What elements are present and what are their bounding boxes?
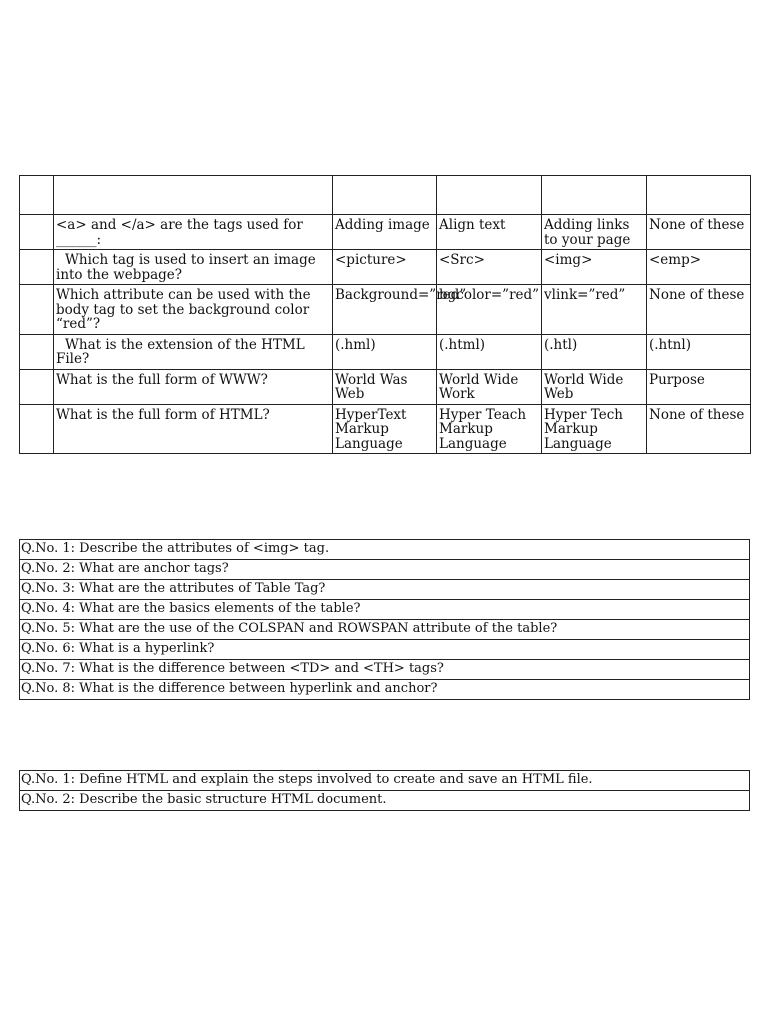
mcq-option-b: <Src> [437, 250, 542, 285]
question-row [20, 680, 750, 700]
mcq-option-a: (.hml) [333, 334, 437, 369]
mcq-row [20, 215, 751, 250]
mcq-question: What is the full form of HTML? [54, 404, 333, 454]
mcq-option-d: None of these [647, 215, 751, 250]
mcq-option-c: <img> [542, 250, 647, 285]
mcq-number-cell [20, 285, 54, 335]
question-row [20, 771, 750, 791]
mcq-option-a: <picture> [333, 250, 437, 285]
mcq-option-b: World Wide Work [437, 369, 542, 404]
mcq-header-cell-option-d [647, 176, 751, 215]
mcq-option-b: Hyper Teach Markup Language [437, 404, 542, 454]
mcq-option-b: bgcolor=”red” [437, 285, 542, 335]
mcq-option-b: (.html) [437, 334, 542, 369]
mcq-option-a: Adding image [333, 215, 437, 250]
mcq-header-row [20, 176, 751, 215]
mcq-header-cell-question [54, 176, 333, 215]
mcq-question: What is the full form of WWW? [54, 369, 333, 404]
mcq-option-d: None of these [647, 285, 751, 335]
mcq-row [20, 369, 751, 404]
mcq-option-c: vlink=”red” [542, 285, 647, 335]
question-row [20, 560, 750, 580]
mcq-option-d: <emp> [647, 250, 751, 285]
mcq-header-cell-option-b [437, 176, 542, 215]
mcq-option-c: World Wide Web [542, 369, 647, 404]
question-text: Q.No. 7: What is the difference between <TD> and <TH> tags? [20, 660, 750, 680]
question-row [20, 540, 750, 560]
mcq-number-cell [20, 334, 54, 369]
mcq-option-d: (.htnl) [647, 334, 751, 369]
question-text: Q.No. 5: What are the use of the COLSPAN and ROWSPAN attribute of the table? [20, 620, 750, 640]
mcq-option-d: None of these [647, 404, 751, 454]
question-text: Q.No. 1: Define HTML and explain the steps involved to create and save an HTML file. [20, 771, 750, 791]
mcq-option-b: Align text [437, 215, 542, 250]
mcq-option-c: (.htl) [542, 334, 647, 369]
mcq-row [20, 250, 751, 285]
question-row [20, 580, 750, 600]
question-row [20, 640, 750, 660]
mcq-question: Which tag is used to insert an image into the webpage? [54, 250, 333, 285]
mcq-number-cell [20, 215, 54, 250]
question-row [20, 600, 750, 620]
mcq-option-c: Adding links to your page [542, 215, 647, 250]
mcq-option-d: Purpose [647, 369, 751, 404]
question-row [20, 791, 750, 811]
mcq-option-a: HyperText Markup Language [333, 404, 437, 454]
mcq-option-c: Hyper Tech Markup Language [542, 404, 647, 454]
mcq-question: What is the extension of the HTML File? [54, 334, 333, 369]
mcq-header-cell-number [20, 176, 54, 215]
mcq-row [20, 404, 751, 454]
mcq-header-cell-option-c [542, 176, 647, 215]
long-questions-table [19, 770, 750, 811]
mcq-question: Which attribute can be used with the body tag to set the background color “red”? [54, 285, 333, 335]
mcq-option-a: Background=”red” [333, 285, 437, 335]
mcq-row [20, 334, 751, 369]
question-text: Q.No. 4: What are the basics elements of the table? [20, 600, 750, 620]
mcq-number-cell [20, 250, 54, 285]
mcq-row [20, 285, 751, 335]
question-text: Q.No. 3: What are the attributes of Table Tag? [20, 580, 750, 600]
question-text: Q.No. 2: What are anchor tags? [20, 560, 750, 580]
question-row [20, 660, 750, 680]
mcq-question: <a> and </a> are the tags used for ______: [54, 215, 333, 250]
mcq-number-cell [20, 404, 54, 454]
mcq-option-a: World Was Web [333, 369, 437, 404]
question-text: Q.No. 8: What is the difference between hyperlink and anchor? [20, 680, 750, 700]
question-text: Q.No. 1: Describe the attributes of <img> tag. [20, 540, 750, 560]
mcq-header-cell-option-a [333, 176, 437, 215]
mcq-table [19, 175, 751, 454]
question-text: Q.No. 6: What is a hyperlink? [20, 640, 750, 660]
short-questions-table [19, 539, 750, 700]
question-text: Q.No. 2: Describe the basic structure HTML document. [20, 791, 750, 811]
question-row [20, 620, 750, 640]
mcq-number-cell [20, 369, 54, 404]
